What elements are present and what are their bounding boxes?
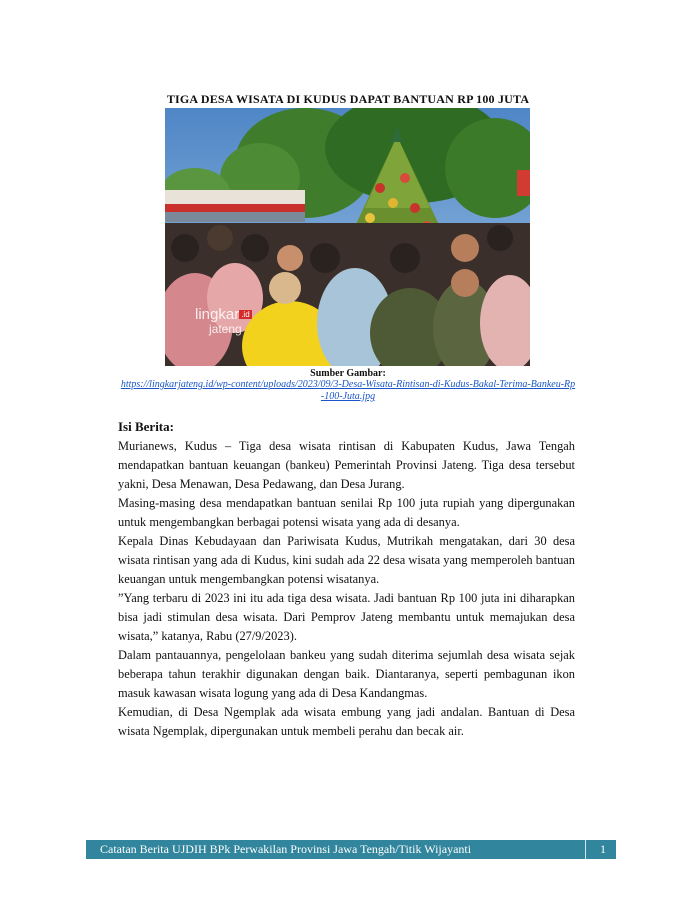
image-source-link[interactable]: https://lingkarjateng.id/wp-content/uploads/2023/09/3-Desa-Wisata-Rintisan-di-Kudus-Bakal-Terima-Bankeu-Rp-100-Juta.jpg: [120, 379, 576, 402]
paragraph: Murianews, Kudus – Tiga desa wisata rintisan di Kabupaten Kudus, Jawa Tengah mendapatkan bantuan keuangan (bankeu) Pemerintah Provinsi Jateng. Tiga desa tersebut yakni, Desa Menawan, Desa Pedawang, dan Desa Jurang.: [118, 439, 575, 491]
document-title: TIGA DESA WISATA DI KUDUS DAPAT BANTUAN RP 100 JUTA: [166, 92, 530, 106]
footer-divider: [585, 840, 586, 859]
page-number: 1: [600, 842, 606, 856]
footer-text: Catatan Berita UJDIH BPk Perwakilan Provinsi Jawa Tengah/Titik Wijayanti: [100, 842, 472, 856]
page-footer: [86, 840, 616, 859]
photo-watermark: [195, 308, 252, 336]
paragraph: Kemudian, di Desa Ngemplak ada wisata embung yang jadi andalan. Bantuan di Desa wisata Ngemplak, dipergunakan untuk membeli perahu dan becak air.: [118, 705, 575, 738]
image-source-label: Sumber Gambar:: [310, 368, 386, 379]
news-photo: [165, 108, 530, 366]
paragraph: Kepala Dinas Kebudayaan dan Pariwisata Kudus, Mutrikah mengatakan, dari 30 desa wisata rintisan yang ada di Kudus, kini sudah ada 22 desa wisata yang memperoleh bantuan keuangan untuk mengembangkan potensi wisatanya.: [118, 534, 575, 586]
paragraph: ”Yang terbaru di 2023 ini itu ada tiga desa wisata. Jadi bantuan Rp 100 juta ini diharapkan bisa jadi stimulan desa wisata. Dari Pemprov Jateng membantu untuk memajukan desa wisata,” katanya, Rabu (27/9/2023).: [118, 591, 575, 643]
watermark-sub: jateng: [209, 322, 242, 336]
paragraph: Dalam pantauannya, pengelolaan bankeu yang sudah diterima sejumlah desa wisata sejak beberapa tahun terakhir digunakan dengan baik. Diantaranya, seperti pembagunan ikon masuk kawasan wisata logung yang ada di Desa Kandangmas.: [118, 648, 575, 700]
section-heading: Isi Berita:: [118, 419, 174, 434]
watermark-logo: lingkar: [195, 306, 240, 323]
article-body: [118, 437, 575, 741]
paragraph: Masing-masing desa mendapatkan bantuan senilai Rp 100 juta rupiah yang dipergunakan untuk mengembangkan berbagai potensi wisata yang ada di desanya.: [118, 496, 575, 529]
watermark-id-badge: .id: [241, 310, 250, 319]
